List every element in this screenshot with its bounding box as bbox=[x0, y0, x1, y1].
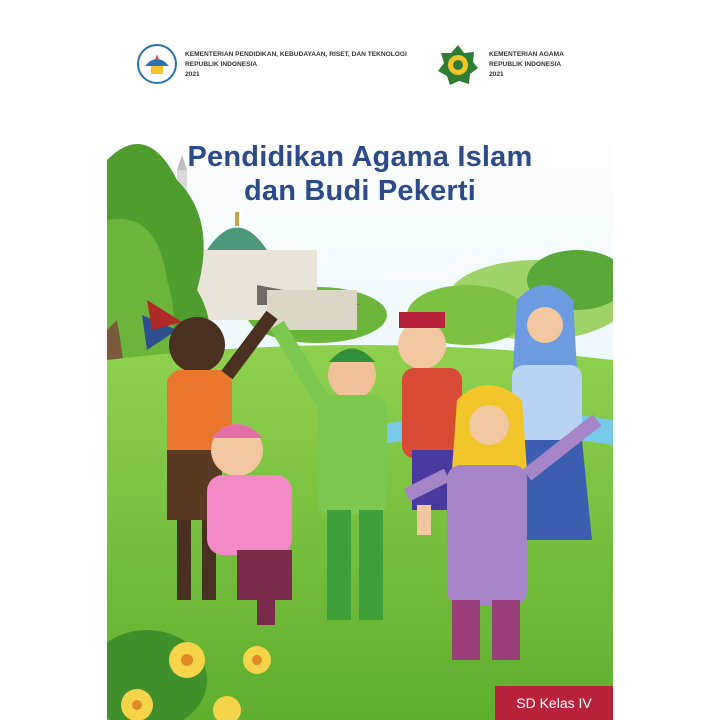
ministry-religion-text bbox=[489, 50, 609, 80]
ministry-religion-name: KEMENTERIAN AGAMA bbox=[489, 51, 564, 58]
tut-wuri-handayani-logo-icon bbox=[137, 44, 177, 84]
ministry-religion-country: REPUBLIK INDONESIA bbox=[489, 61, 562, 68]
publisher-header bbox=[107, 0, 613, 110]
ministry-education-year: 2021 bbox=[185, 71, 200, 78]
ministry-education-text bbox=[185, 50, 425, 80]
book-title bbox=[107, 140, 613, 208]
book-title-line1: Pendidikan Agama Islam bbox=[187, 141, 533, 173]
grade-badge: SD Kelas IV bbox=[495, 686, 613, 720]
kementerian-agama-logo-icon bbox=[437, 44, 479, 86]
ministry-education-name: KEMENTERIAN PENDIDIKAN, KEBUDAYAAN, RISET, DAN TEKNOLOGI bbox=[185, 51, 407, 58]
book-cover bbox=[107, 0, 613, 720]
ministry-religion-year: 2021 bbox=[489, 71, 504, 78]
ministry-education-country: REPUBLIK INDONESIA bbox=[185, 61, 258, 68]
book-title-line2: dan Budi Pekerti bbox=[243, 175, 477, 207]
